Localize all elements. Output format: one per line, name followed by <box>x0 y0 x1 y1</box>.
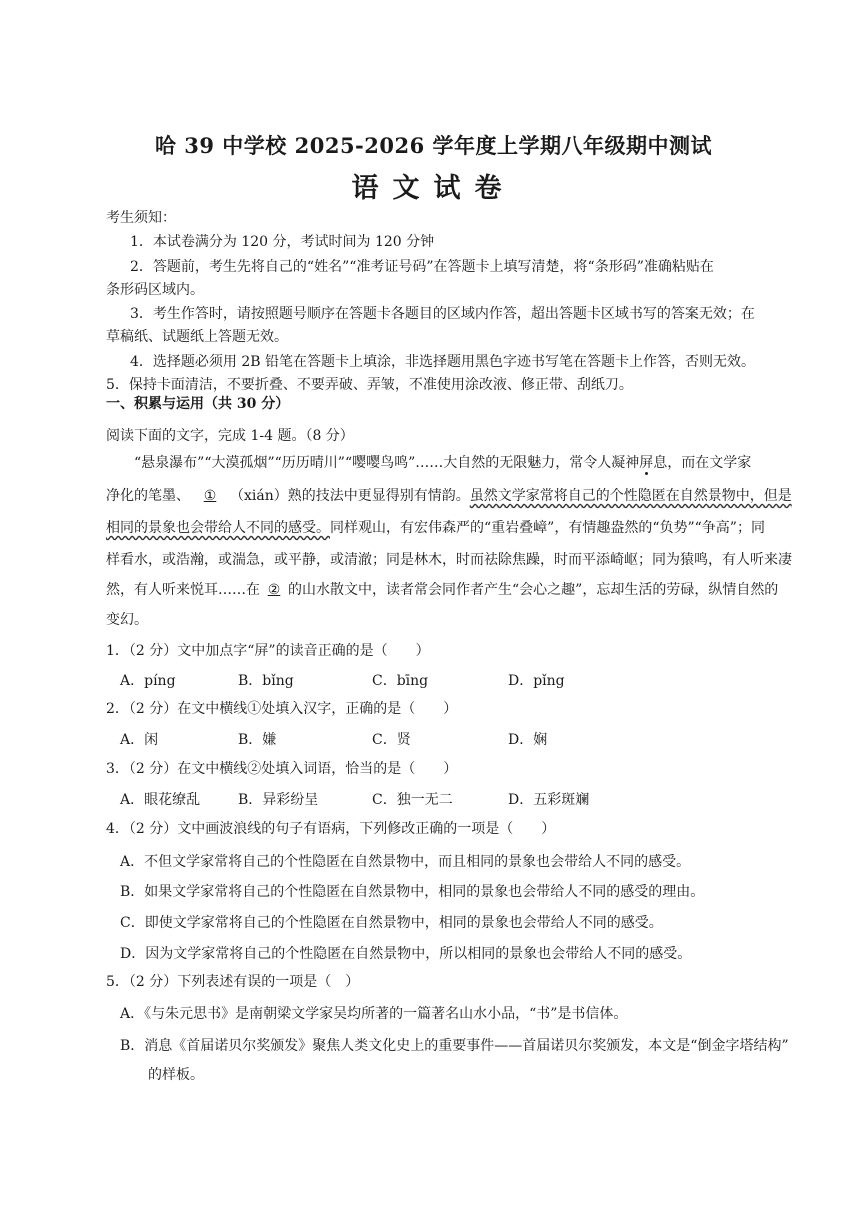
dotted-char: 屏 <box>639 455 654 471</box>
passage-line <box>106 518 765 538</box>
option-a: A．《与朱元思书》是南朝梁文学家吴均所著的一篇著名山水小品，“书”是书信体。 <box>120 1006 628 1022</box>
notice-item: 1．本试卷满分为 120 分，考试时间为 120 分钟 <box>130 234 435 250</box>
option-b-cont: 的样板。 <box>148 1067 204 1083</box>
passage-line <box>134 453 751 473</box>
option-b: B．嫌 <box>238 732 277 748</box>
option-b: B．异彩纷呈 <box>238 792 319 808</box>
option-b: B．消息《首届诺贝尔奖颁发》聚焦人类文化史上的重要事件——首届诺贝尔奖颁发，本文是“倒金字塔结构” <box>120 1038 789 1054</box>
passage-text: 息，而在文学家 <box>653 455 752 471</box>
passage-text: “悬泉瀑布”“大漠孤烟”“历历晴川”“嘤嘤鸟鸣”……大自然的无限魅力，常令人凝神 <box>134 455 640 471</box>
notice-item-cont: 条形码区域内。 <box>106 282 204 298</box>
notice-item: 4．选择题必须用 2B 铅笔在答题卡上填涂，非选择题用黑色字迹书写笔在答题卡上作答，否则无效。 <box>130 354 756 370</box>
wavy-sentence: 虽然文学家常将自己的个性隐匿在自然景物中，但是 <box>469 488 792 504</box>
exam-subtitle: 语文试卷 <box>351 173 516 204</box>
blank-2: ② <box>267 582 281 598</box>
passage-text: （xián）熟的技法中更显得别有情韵。 <box>230 488 470 504</box>
notice-item-cont: 草稿纸、试题纸上答题无效。 <box>106 329 288 345</box>
option-c: C．即使文学家常将自己的个性隐匿在自然景物中，相同的景象也会带给人不同的感受。 <box>120 915 663 931</box>
question-stem: 2．（2 分）在文中横线①处填入汉字，正确的是（ ） <box>106 701 458 717</box>
option-d: D．娴 <box>508 732 548 748</box>
option-a: A．不但文学家常将自己的个性隐匿在自然景物中，而且相同的景象也会带给人不同的感受。 <box>120 854 691 870</box>
section-heading: 一、积累与运用（共 30 分） <box>106 396 290 412</box>
passage-line: 样看水，或浩瀚，或湍急，或平静，或清澈；同是林木，时而祛除焦躁，时而平添崎岖；同为猿鸣，有人听来凄 <box>106 552 792 568</box>
notice-item: 5．保持卡面清洁，不要折叠、不要弄破、弄皱，不准使用涂改液、修正带、刮纸刀。 <box>106 377 633 393</box>
passage-line <box>106 580 778 600</box>
option-c: C．贤 <box>372 732 411 748</box>
option-b: B．bǐng <box>238 673 294 689</box>
question-stem: 3．（2 分）在文中横线②处填入词语，恰当的是（ ） <box>106 761 458 777</box>
notice-item: 2．答题前，考生先将自己的“姓名”“准考证号码”在答题卡上填写清楚，将“条形码”准确粘贴在 <box>130 259 714 275</box>
wavy-sentence: 相同的景象也会带给人不同的感受。 <box>106 520 330 536</box>
option-a: A．眼花缭乱 <box>120 792 201 808</box>
question-stem: 1．（2 分）文中加点字“屏”的读音正确的是（ ） <box>106 643 430 659</box>
passage-text: 的山水散文中，读者常会同作者产生“会心之趣”，忘却生活的劳碌，纵情自然的 <box>288 582 779 598</box>
option-a: A．píng <box>120 673 176 689</box>
notice-heading: 考生须知： <box>106 210 176 226</box>
passage-text: 同样观山，有宏伟森严的“重岩叠嶂”，有情趣盎然的“负势”“争高”；同 <box>330 520 765 536</box>
passage-line: 变幻。 <box>106 612 148 628</box>
passage-line <box>106 486 792 506</box>
option-d: D．pǐng <box>508 673 565 689</box>
option-d: D．因为文学家常将自己的个性隐匿在自然景物中，所以相同的景象也会带给人不同的感受。 <box>120 946 692 962</box>
exam-title: 哈 39 中学校 2025-2026 学年度上学期八年级期中测试 <box>154 133 713 158</box>
question-stem: 4．（2 分）文中画波浪线的句子有语病，下列修改正确的一项是（ ） <box>106 821 556 837</box>
blank-1: ① <box>203 488 217 504</box>
option-a: A．闲 <box>120 732 159 748</box>
option-c: C．独一无二 <box>372 792 453 808</box>
option-c: C．bīng <box>372 673 429 689</box>
notice-item: 3．考生作答时，请按照题号顺序在答题卡各题目的区域内作答，超出答题卡区域书写的答案无效；在 <box>130 306 755 322</box>
option-b: B．如果文学家常将自己的个性隐匿在自然景物中，相同的景象也会带给人不同的感受的理由。 <box>120 884 705 900</box>
option-d: D．五彩斑斓 <box>508 792 590 808</box>
passage-text: 净化的笔墨、 <box>106 488 190 504</box>
reading-intro: 阅读下面的文字，完成 1-4 题。（8 分） <box>106 428 354 444</box>
question-stem: 5．（2 分）下列表述有误的一项是（ ） <box>106 974 360 990</box>
passage-text: 然，有人听来悦耳……在 <box>106 582 260 598</box>
